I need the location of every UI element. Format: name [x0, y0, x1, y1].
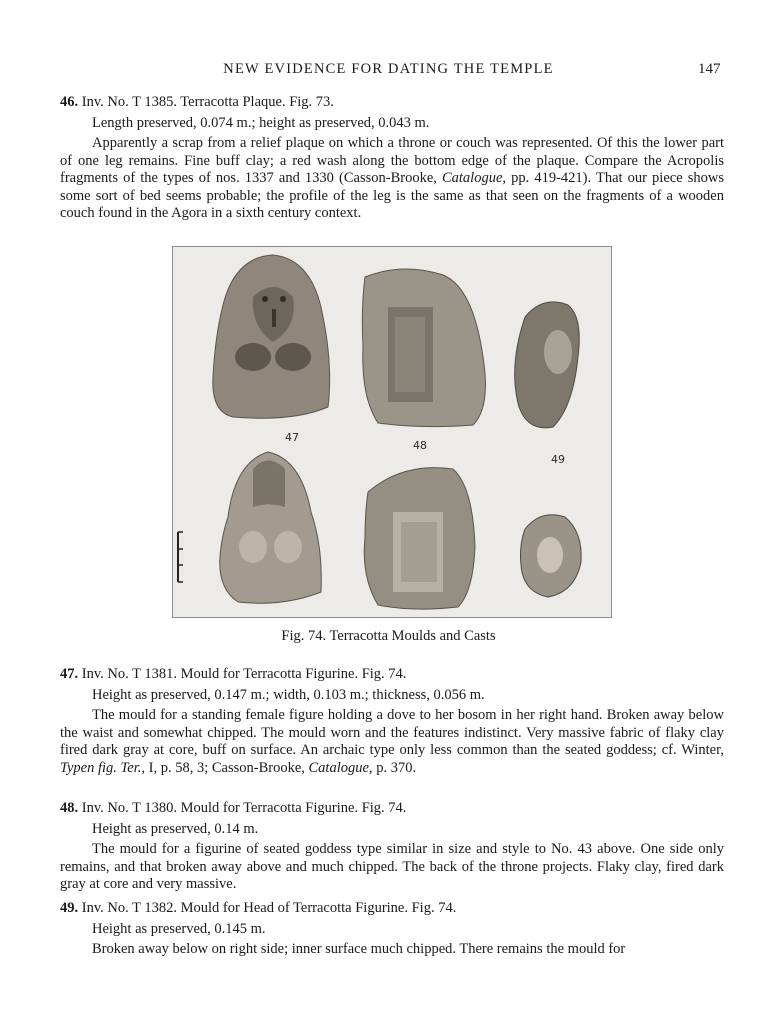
figure-label-49: 49 [551, 453, 565, 466]
figure-label-48: 48 [413, 439, 427, 452]
entry-46 [60, 94, 724, 223]
entry-dimensions: Height as preserved, 0.145 m. [92, 920, 266, 937]
entry-47 [60, 666, 724, 777]
entry-dimensions: Height as preserved, 0.147 m.; width, 0.103 m.; thickness, 0.056 m. [92, 686, 485, 703]
entry-dimensions: Length preserved, 0.074 m.; height as preserved, 0.043 m. [92, 114, 430, 131]
entry-number: 47. [60, 666, 79, 682]
entry-number: 49. [60, 900, 79, 916]
page-number: 147 [698, 61, 721, 77]
entry-number: 48. [60, 800, 79, 816]
entry-description: Apparently a scrap from a relief plaque on which a throne or couch was represented. Of this the lower part of one leg remains. Fine buff clay; a red wash along the bottom edge of the plaque. Compare the Acropolis fragments of the types of nos. 1337 and 1330 (Casson-Brooke, Catalogue, pp. 419-421). That our piece shows some sort of bed seems probable; the profile of the leg is the same as that seen on the fragments of a wooden couch found in the Agora in a sixth century context. [60, 135, 724, 221]
entry-49 [60, 900, 724, 959]
entry-dimensions: Height as preserved, 0.14 m. [92, 820, 259, 837]
entry-description: The mould for a standing female figure holding a dove to her bosom in her right hand. Broken away below the waist and somewhat chipped. The mould worn and the features indistinct. Very massive fabric of flaky clay fired dark gray at core, buff on surface. An archaic type only less common than the seated goddess; cf. Winter, Typen fig. Ter., I, p. 58, 3; Casson-Brooke, Catalogue, p. 370. [60, 707, 724, 776]
running-title: NEW EVIDENCE FOR DATING THE TEMPLE [223, 61, 554, 77]
entry-heading [60, 666, 724, 684]
figure-74-photograph [172, 246, 612, 618]
entry-title: Inv. No. T 1385. Terracotta Plaque. Fig. 73. [81, 94, 334, 110]
entry-description: Broken away below on right side; inner surface much chipped. There remains the mould for [92, 941, 626, 957]
entry-description: The mould for a figurine of seated goddess type similar in size and style to No. 43 above. One side only remains, and that broken away above and much chipped. The back of the throne projects. Flaky clay, fired dark gray at core and very massive. [60, 841, 724, 892]
figure-caption: Fig. 74. Terracotta Moulds and Casts [281, 628, 496, 644]
figure-label-47: 47 [285, 431, 299, 444]
entry-48 [60, 800, 724, 894]
entry-title: Inv. No. T 1382. Mould for Head of Terracotta Figurine. Fig. 74. [81, 900, 457, 916]
entry-heading [60, 900, 724, 918]
entry-heading [60, 800, 724, 818]
entry-title: Inv. No. T 1381. Mould for Terracotta Figurine. Fig. 74. [81, 666, 407, 682]
entry-title: Inv. No. T 1380. Mould for Terracotta Figurine. Fig. 74. [81, 800, 407, 816]
entry-number: 46. [60, 94, 79, 110]
entry-heading [60, 94, 724, 112]
terracotta-moulds-image [173, 247, 612, 618]
